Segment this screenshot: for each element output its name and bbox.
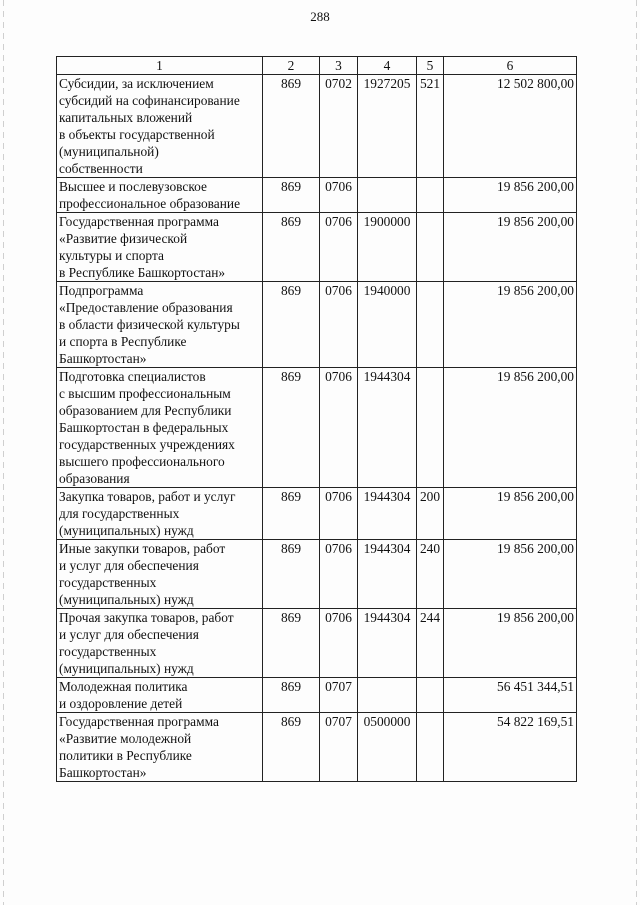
row-name-line: Башкортостан в федеральных (59, 420, 229, 435)
row-name-line: (муниципальной) (59, 144, 159, 159)
section-code: 0706 (320, 540, 358, 609)
section-code: 0702 (320, 75, 358, 178)
row-name-line: и услуг для обеспечения (59, 558, 199, 573)
grbs-code: 869 (263, 678, 320, 713)
row-name-line: субсидий на софинансирование (59, 93, 240, 108)
row-name-line: Закупка товаров, работ и услуг (59, 489, 236, 504)
table-row (57, 713, 577, 782)
row-name-line: «Развитие молодежной (59, 731, 192, 746)
budget-table (56, 56, 577, 782)
row-name-line: капитальных вложений (59, 110, 193, 125)
section-code: 0706 (320, 282, 358, 368)
row-name-line: Субсидии, за исключением (59, 76, 214, 91)
row-name-line: государственных (59, 644, 157, 659)
amount: 19 856 200,00 (444, 178, 577, 213)
expense-type-code: 200 (417, 488, 444, 540)
scan-edge-left (3, 0, 4, 905)
scan-edge-right (636, 0, 637, 905)
section-code: 0706 (320, 488, 358, 540)
table-row (57, 368, 577, 488)
row-name-line: и оздоровление детей (59, 696, 183, 711)
row-name-line: в области физической культуры (59, 317, 240, 332)
section-code: 0706 (320, 609, 358, 678)
table-row (57, 282, 577, 368)
grbs-code: 869 (263, 609, 320, 678)
grbs-code: 869 (263, 488, 320, 540)
row-name-line: Молодежная политика (59, 679, 188, 694)
row-name-line: Государственная программа (59, 214, 219, 229)
row-name-line: в объекты государственной (59, 127, 215, 142)
column-header: 1 (57, 57, 263, 75)
row-name-line: Башкортостан» (59, 351, 147, 366)
row-name (57, 178, 263, 213)
grbs-code: 869 (263, 75, 320, 178)
amount: 54 822 169,51 (444, 713, 577, 782)
row-name-line: с высшим профессиональным (59, 386, 231, 401)
row-name-line: Иные закупки товаров, работ (59, 541, 226, 556)
expense-type-code (417, 368, 444, 488)
row-name-line: образования (59, 471, 130, 486)
column-header: 4 (358, 57, 417, 75)
header-row (57, 57, 577, 75)
row-name (57, 282, 263, 368)
section-code: 0706 (320, 213, 358, 282)
target-code (358, 678, 417, 713)
page-number: 288 (310, 9, 330, 24)
row-name-line: культуры и спорта (59, 248, 164, 263)
row-name (57, 540, 263, 609)
target-code: 1900000 (358, 213, 417, 282)
amount: 19 856 200,00 (444, 282, 577, 368)
section-code: 0707 (320, 678, 358, 713)
section-code: 0707 (320, 713, 358, 782)
row-name-line: в Республике Башкортостан» (59, 265, 226, 280)
grbs-code: 869 (263, 178, 320, 213)
target-code: 0500000 (358, 713, 417, 782)
table-row (57, 488, 577, 540)
amount: 19 856 200,00 (444, 213, 577, 282)
row-name-line: образованием для Республики (59, 403, 232, 418)
target-code: 1940000 (358, 282, 417, 368)
row-name (57, 713, 263, 782)
row-name-line: «Развитие физической (59, 231, 188, 246)
amount: 19 856 200,00 (444, 609, 577, 678)
row-name (57, 678, 263, 713)
row-name-line: Подготовка специалистов (59, 369, 206, 384)
grbs-code: 869 (263, 713, 320, 782)
table-row (57, 178, 577, 213)
target-code: 1927205 (358, 75, 417, 178)
row-name-line: Подпрограмма (59, 283, 144, 298)
expense-type-code (417, 713, 444, 782)
expense-type-code: 240 (417, 540, 444, 609)
row-name-line: собственности (59, 161, 143, 176)
grbs-code: 869 (263, 368, 320, 488)
amount: 19 856 200,00 (444, 368, 577, 488)
table-row (57, 540, 577, 609)
expense-type-code (417, 178, 444, 213)
row-name-line: государственных учреждениях (59, 437, 235, 452)
target-code: 1944304 (358, 540, 417, 609)
row-name-line: Прочая закупка товаров, работ (59, 610, 234, 625)
target-code: 1944304 (358, 488, 417, 540)
column-header: 2 (263, 57, 320, 75)
amount: 19 856 200,00 (444, 488, 577, 540)
grbs-code: 869 (263, 540, 320, 609)
column-header: 5 (417, 57, 444, 75)
table-row (57, 678, 577, 713)
grbs-code: 869 (263, 213, 320, 282)
column-header: 3 (320, 57, 358, 75)
expense-type-code (417, 213, 444, 282)
section-code: 0706 (320, 178, 358, 213)
expense-type-code (417, 282, 444, 368)
grbs-code: 869 (263, 282, 320, 368)
table-row (57, 213, 577, 282)
target-code (358, 178, 417, 213)
row-name (57, 609, 263, 678)
target-code: 1944304 (358, 609, 417, 678)
row-name-line: Башкортостан» (59, 765, 147, 780)
row-name-line: (муниципальных) нужд (59, 661, 194, 676)
amount: 12 502 800,00 (444, 75, 577, 178)
expense-type-code (417, 678, 444, 713)
row-name-line: Высшее и послевузовское (59, 179, 207, 194)
row-name-line: государственных (59, 575, 157, 590)
table-row (57, 75, 577, 178)
amount: 19 856 200,00 (444, 540, 577, 609)
row-name-line: (муниципальных) нужд (59, 592, 194, 607)
row-name-line: и спорта в Республике (59, 334, 187, 349)
row-name-line: политики в Республике (59, 748, 192, 763)
row-name-line: (муниципальных) нужд (59, 523, 194, 538)
row-name (57, 368, 263, 488)
row-name-line: Государственная программа (59, 714, 219, 729)
row-name (57, 75, 263, 178)
expense-type-code: 521 (417, 75, 444, 178)
table-row (57, 609, 577, 678)
row-name (57, 488, 263, 540)
column-header: 6 (444, 57, 577, 75)
row-name-line: и услуг для обеспечения (59, 627, 199, 642)
amount: 56 451 344,51 (444, 678, 577, 713)
target-code: 1944304 (358, 368, 417, 488)
row-name-line: для государственных (59, 506, 180, 521)
section-code: 0706 (320, 368, 358, 488)
row-name-line: «Предоставление образования (59, 300, 233, 315)
row-name (57, 213, 263, 282)
row-name-line: профессиональное образование (59, 196, 241, 211)
expense-type-code: 244 (417, 609, 444, 678)
row-name-line: высшего профессионального (59, 454, 225, 469)
